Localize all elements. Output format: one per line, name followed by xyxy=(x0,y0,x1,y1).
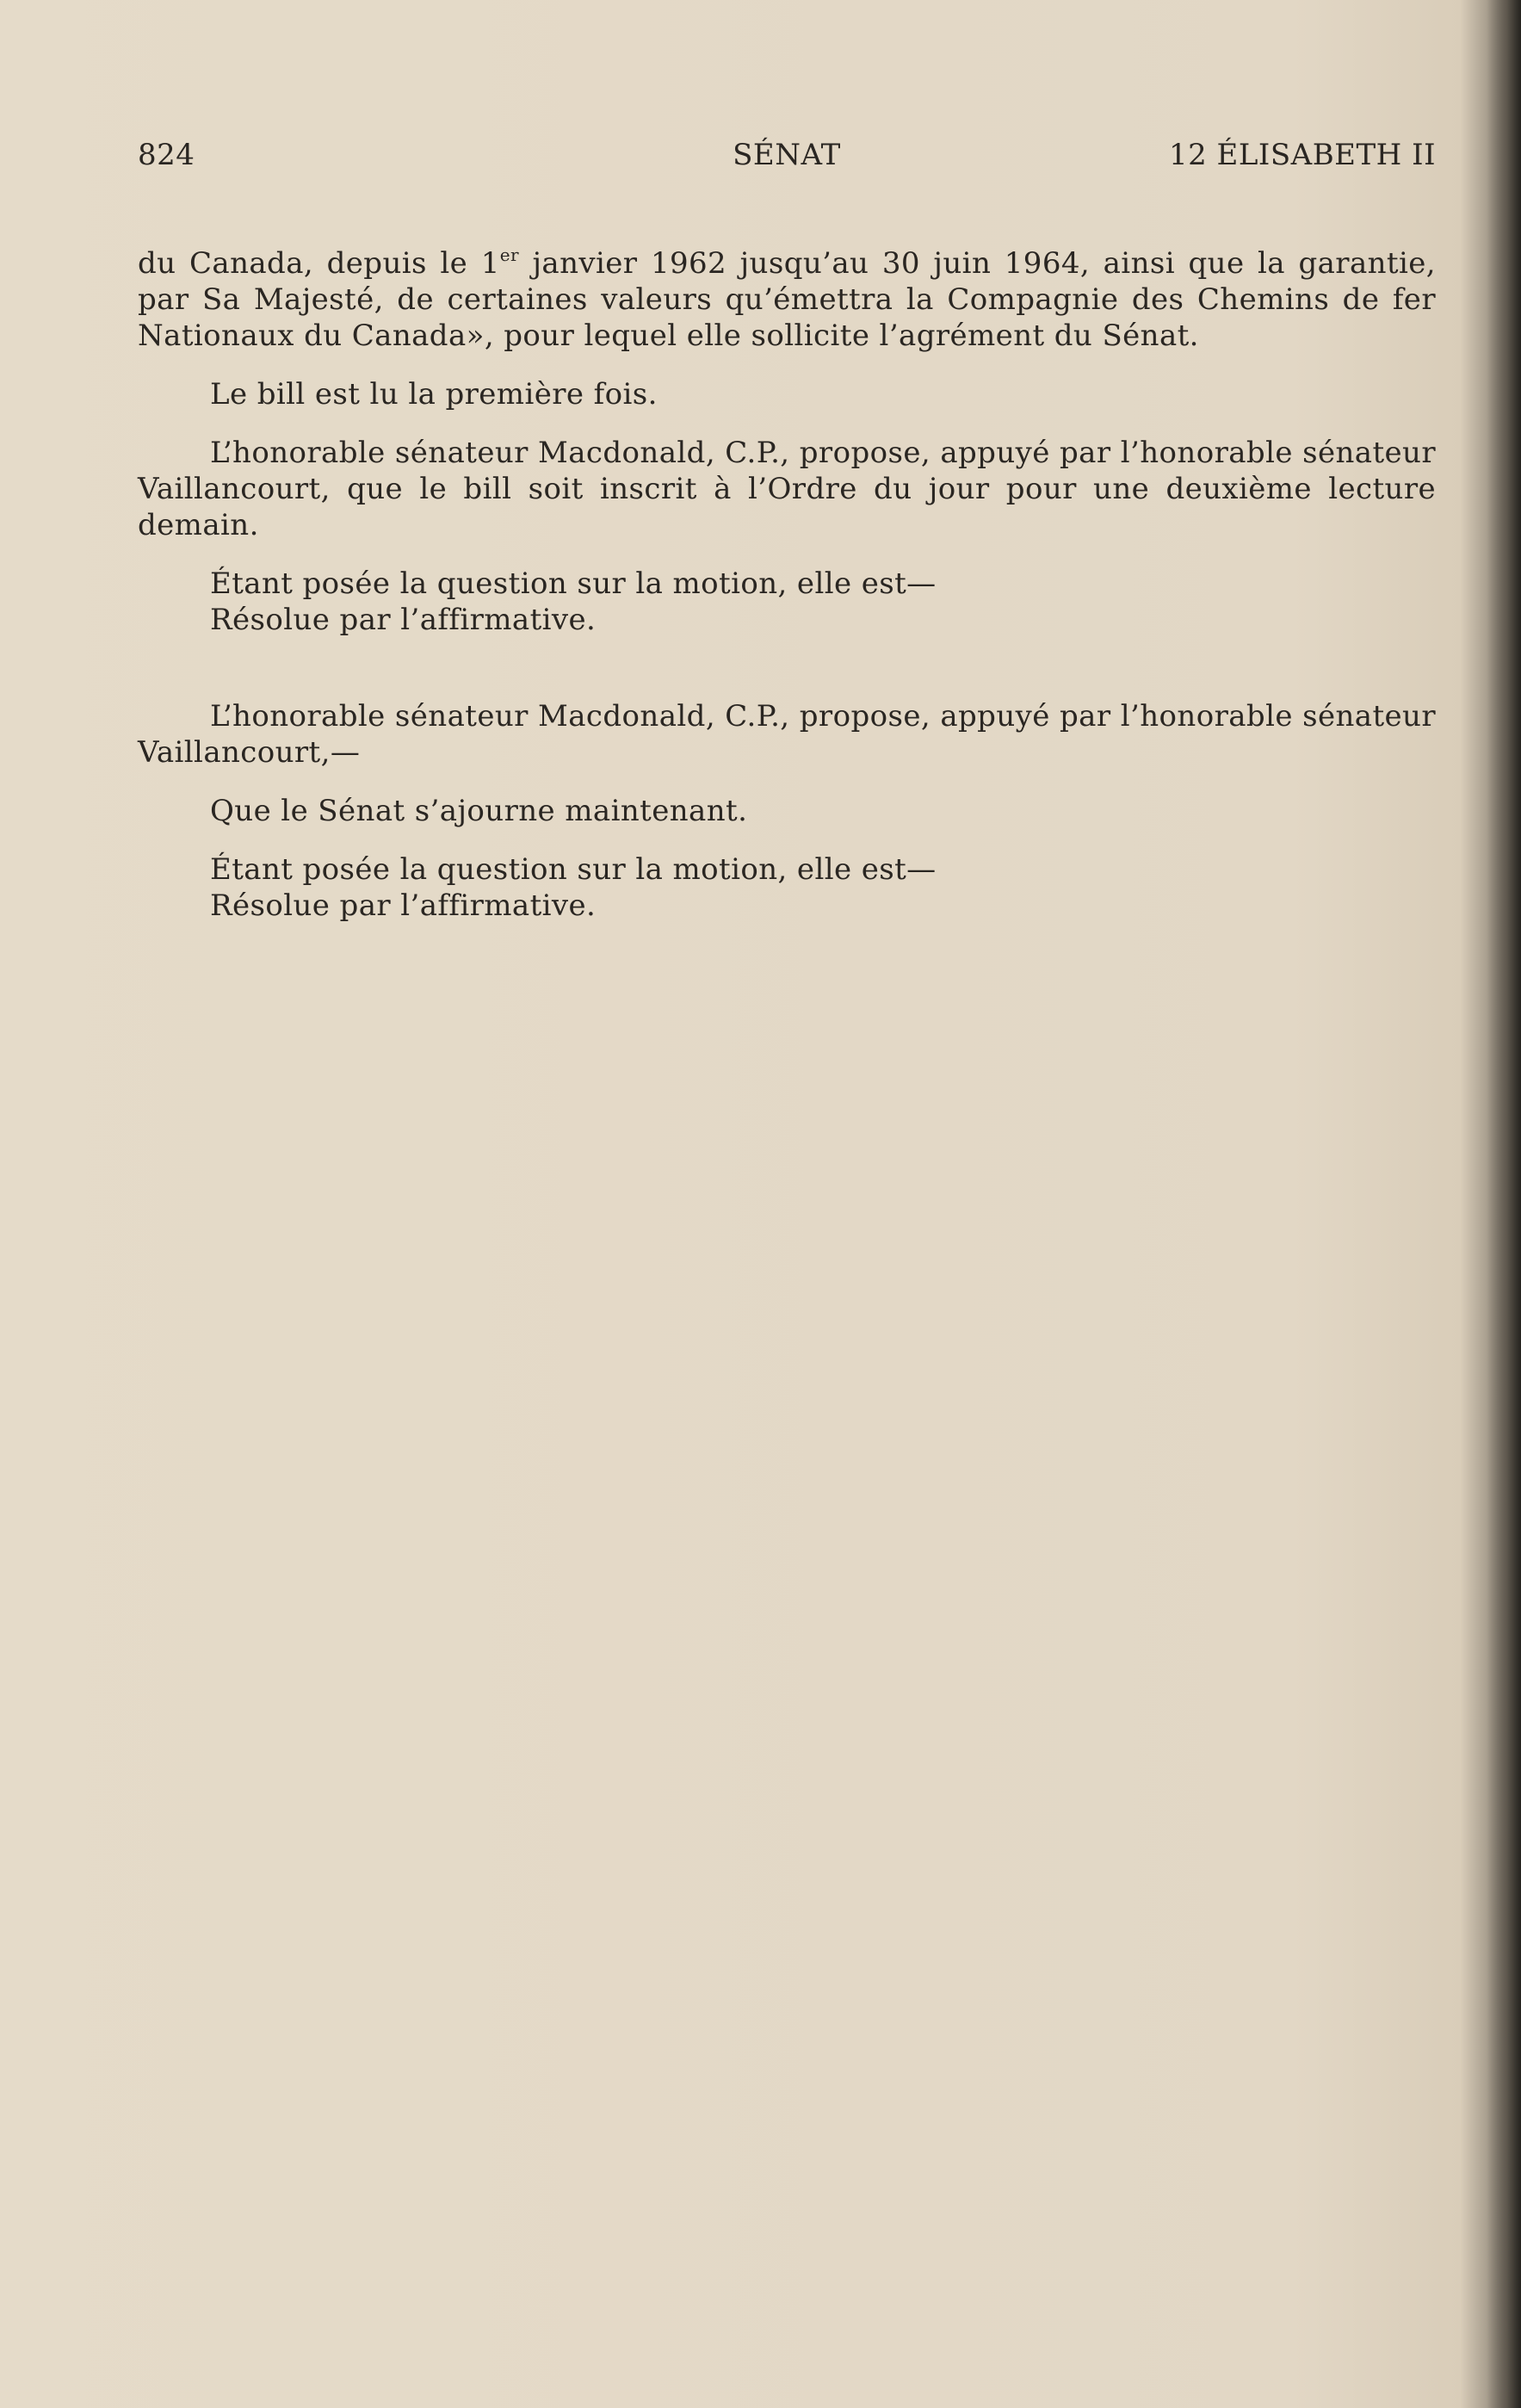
ordinal-superscript: er xyxy=(499,245,519,265)
paragraph-bill-title-continuation xyxy=(138,245,1436,354)
paragraph-resolved: Résolue par l’affirmative. xyxy=(210,603,597,637)
paragraph-text: janvier 1962 jusqu’au 30 juin 1964, ainsi que la garantie, par Sa Majesté, de certaines valeurs qu’émettra la Compagnie des Chemins de fer Nationaux du Canada», pour lequel elle sollicite l’agrément du Sénat. xyxy=(138,246,1436,353)
page-header xyxy=(138,138,1436,181)
paragraph-resolved: Résolue par l’affirmative. xyxy=(210,888,597,923)
body-text xyxy=(138,245,1436,924)
paragraph-question-put: Étant posée la question sur la motion, elle est— xyxy=(210,566,937,601)
book-spine-shadow xyxy=(1487,0,1521,2408)
paragraph-text: du Canada, depuis le 1 xyxy=(138,246,500,281)
page-number: 824 xyxy=(138,138,195,172)
regnal-year: 12 ÉLISABETH II xyxy=(1168,138,1436,172)
running-title: SÉNAT xyxy=(733,138,841,172)
paragraph-adjourn-text: Que le Sénat s’ajourne maintenant. xyxy=(210,794,748,828)
paragraph-motion-adjourn: L’honorable sénateur Macdonald, C.P., propose, appuyé par l’honorable sénateur Vaillancourt,— xyxy=(138,699,1436,770)
paragraph-first-reading: Le bill est lu la première fois. xyxy=(210,377,658,412)
paragraph-question-put: Étant posée la question sur la motion, elle est— xyxy=(210,852,937,887)
paragraph-motion-second-reading: L’honorable sénateur Macdonald, C.P., propose, appuyé par l’honorable sénateur Vaillancourt, que le bill soit inscrit à l’Ordre du jour pour une deuxième lecture demain. xyxy=(138,436,1436,542)
